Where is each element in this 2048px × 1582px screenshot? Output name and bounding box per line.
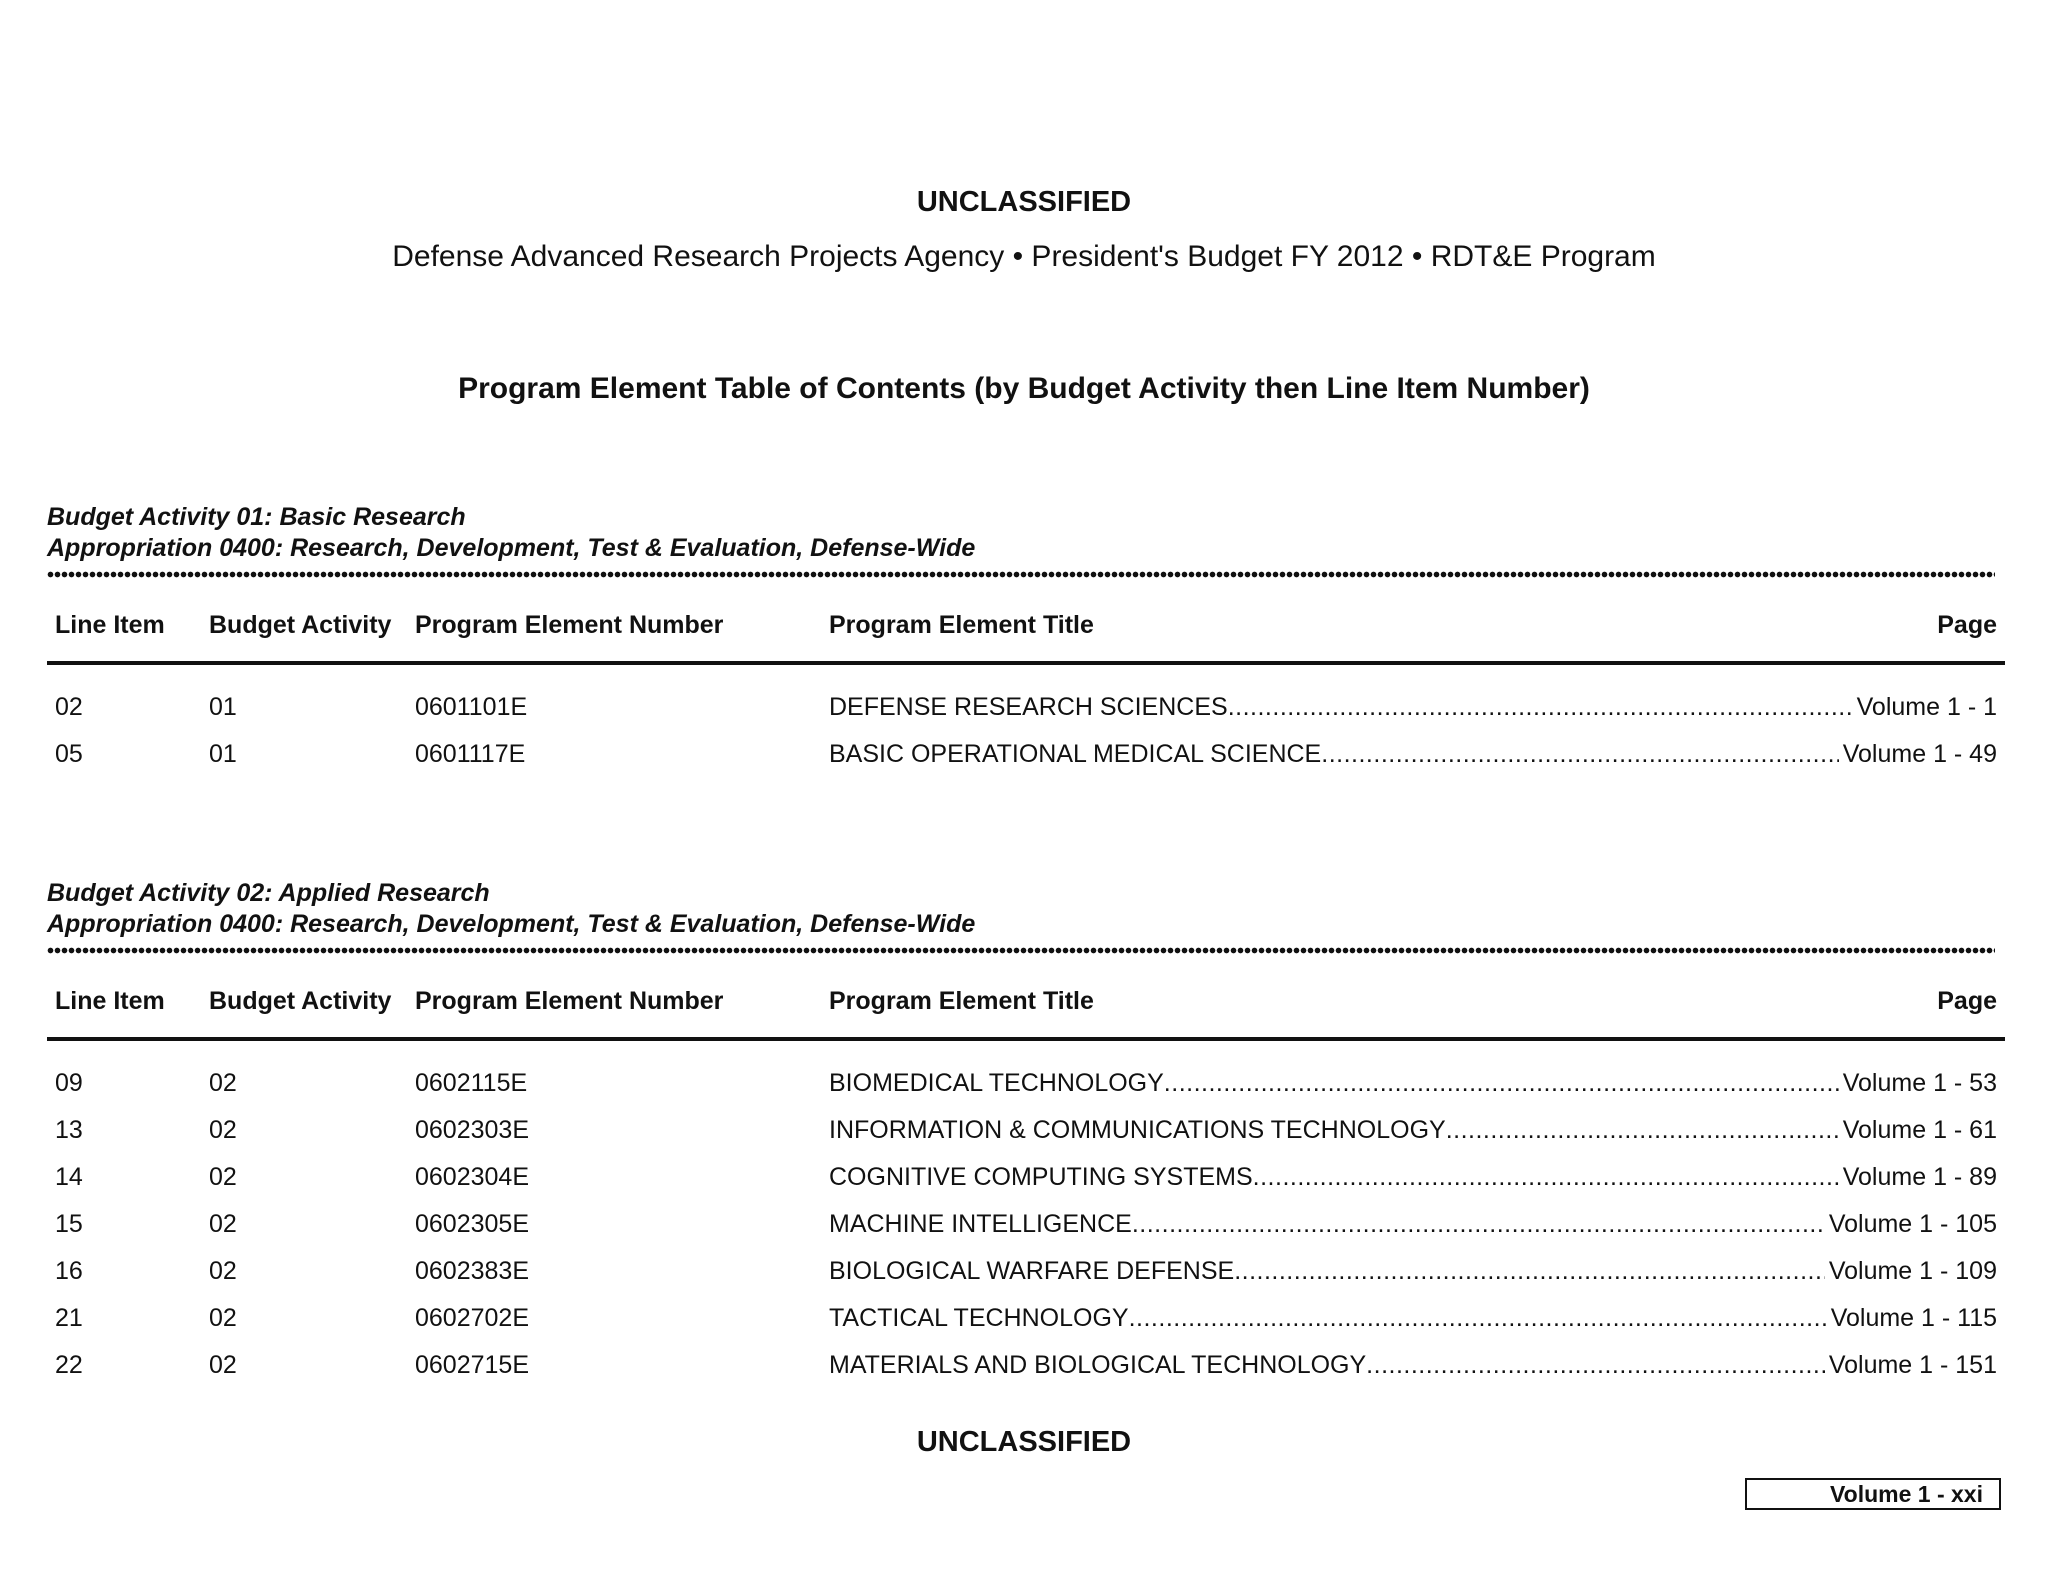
line-item: 22 — [55, 1351, 83, 1379]
budget-activity: 02 — [209, 1257, 237, 1285]
dotted-rule — [47, 570, 1995, 579]
line-item: 15 — [55, 1210, 83, 1238]
appropriation-heading: Appropriation 0400: Research, Development, Test & Evaluation, Defense-Wide — [47, 910, 976, 938]
page-ref[interactable]: Volume 1 - 1 — [1856, 693, 1997, 721]
budget-activity: 02 — [209, 1304, 237, 1332]
col-pe-number: Program Element Number — [415, 987, 724, 1015]
toc-row[interactable] — [47, 1061, 2005, 1108]
toc-row[interactable] — [47, 685, 2005, 732]
leader-dots — [1132, 1210, 1825, 1239]
classification-header: UNCLASSIFIED — [916, 186, 1132, 218]
col-pe-title: Program Element Title — [829, 611, 1094, 639]
page-ref[interactable]: Volume 1 - 61 — [1842, 1116, 1997, 1144]
pe-title: TACTICAL TECHNOLOGY — [829, 1304, 1129, 1332]
page-number-box: Volume 1 - xxi — [1745, 1478, 2001, 1510]
agency-budget-line: Defense Advanced Research Projects Agency • President's Budget FY 2012 • RDT&E Program — [392, 240, 1656, 273]
leader-dots — [1446, 1116, 1839, 1145]
title-leader — [829, 740, 1997, 769]
title-leader — [829, 1069, 1997, 1098]
line-item: 05 — [55, 740, 83, 768]
pe-number: 0602115E — [415, 1069, 528, 1097]
line-item: 16 — [55, 1257, 83, 1285]
page-ref[interactable]: Volume 1 - 49 — [1842, 740, 1997, 768]
line-item: 02 — [55, 693, 83, 721]
pe-number: 0602383E — [415, 1257, 530, 1285]
page-ref[interactable]: Volume 1 - 151 — [1828, 1351, 1997, 1379]
page-ref[interactable]: Volume 1 - 109 — [1828, 1257, 1997, 1285]
page-ref[interactable]: Volume 1 - 89 — [1842, 1163, 1997, 1191]
pe-title: MACHINE INTELLIGENCE — [829, 1210, 1132, 1238]
col-line-item: Line Item — [55, 611, 165, 639]
toc-row[interactable] — [47, 1202, 2005, 1249]
col-budget-activity: Budget Activity — [209, 611, 392, 639]
leader-dots — [1366, 1351, 1825, 1380]
title-leader — [829, 1257, 1997, 1286]
title-leader — [829, 1116, 1997, 1145]
title-leader — [829, 1351, 1997, 1380]
title-leader — [829, 1210, 1997, 1239]
col-page: Page — [1937, 611, 1997, 639]
leader-dots — [1228, 693, 1853, 722]
toc-row[interactable] — [47, 732, 2005, 779]
pe-number: 0602702E — [415, 1304, 530, 1332]
pe-title: COGNITIVE COMPUTING SYSTEMS — [829, 1163, 1253, 1191]
leader-dots — [1234, 1257, 1825, 1286]
leader-dots — [1129, 1304, 1827, 1333]
column-header-row — [47, 979, 2005, 1041]
toc-row[interactable] — [47, 1249, 2005, 1296]
toc-row[interactable] — [47, 1296, 2005, 1343]
title-leader — [829, 1163, 1997, 1192]
toc-row[interactable] — [47, 1343, 2005, 1390]
line-item: 13 — [55, 1116, 83, 1144]
col-line-item: Line Item — [55, 987, 165, 1015]
leader-dots — [1321, 740, 1838, 769]
dotted-rule — [47, 946, 1995, 955]
budget-activity-heading: Budget Activity 01: Basic Research — [47, 503, 466, 531]
pe-number: 0602305E — [415, 1210, 530, 1238]
pe-title: BASIC OPERATIONAL MEDICAL SCIENCE — [829, 740, 1322, 768]
classification-footer: UNCLASSIFIED — [916, 1426, 1132, 1458]
pe-title: INFORMATION & COMMUNICATIONS TECHNOLOGY — [829, 1116, 1446, 1144]
col-budget-activity: Budget Activity — [209, 987, 392, 1015]
column-header-row — [47, 603, 2005, 665]
line-item: 09 — [55, 1069, 83, 1097]
toc-row[interactable] — [47, 1108, 2005, 1155]
line-item: 21 — [55, 1304, 83, 1332]
title-leader — [829, 1304, 1997, 1333]
budget-activity: 01 — [209, 693, 237, 721]
line-item: 14 — [55, 1163, 83, 1191]
budget-activity-heading: Budget Activity 02: Applied Research — [47, 879, 490, 907]
pe-number: 0602304E — [415, 1163, 530, 1191]
toc-row[interactable] — [47, 1155, 2005, 1202]
page-ref[interactable]: Volume 1 - 53 — [1842, 1069, 1997, 1097]
pe-number: 0601101E — [415, 693, 528, 721]
toc-title: Program Element Table of Contents (by Budget Activity then Line Item Number) — [458, 372, 1590, 405]
pe-title: BIOLOGICAL WARFARE DEFENSE — [829, 1257, 1235, 1285]
pe-title: BIOMEDICAL TECHNOLOGY — [829, 1069, 1164, 1097]
budget-activity: 02 — [209, 1116, 237, 1144]
leader-dots — [1253, 1163, 1839, 1192]
title-leader — [829, 693, 1997, 722]
pe-number: 0602303E — [415, 1116, 530, 1144]
budget-activity-section-02 — [47, 878, 2005, 1390]
budget-activity: 02 — [209, 1069, 237, 1097]
toc-rows — [47, 1061, 2005, 1390]
page-ref[interactable]: Volume 1 - 115 — [1830, 1304, 1997, 1332]
pe-title: DEFENSE RESEARCH SCIENCES — [829, 693, 1228, 721]
budget-activity: 02 — [209, 1210, 237, 1238]
budget-activity: 02 — [209, 1351, 237, 1379]
budget-activity-section-01 — [47, 502, 2005, 779]
pe-number: 0602715E — [415, 1351, 530, 1379]
budget-activity: 02 — [209, 1163, 237, 1191]
budget-activity: 01 — [209, 740, 237, 768]
appropriation-heading: Appropriation 0400: Research, Development, Test & Evaluation, Defense-Wide — [47, 534, 976, 562]
pe-number: 0601117E — [415, 740, 526, 768]
toc-rows — [47, 685, 2005, 779]
leader-dots — [1164, 1069, 1839, 1098]
page-ref[interactable]: Volume 1 - 105 — [1828, 1210, 1997, 1238]
col-page: Page — [1937, 987, 1997, 1015]
pe-title: MATERIALS AND BIOLOGICAL TECHNOLOGY — [829, 1351, 1367, 1379]
col-pe-number: Program Element Number — [415, 611, 724, 639]
col-pe-title: Program Element Title — [829, 987, 1094, 1015]
